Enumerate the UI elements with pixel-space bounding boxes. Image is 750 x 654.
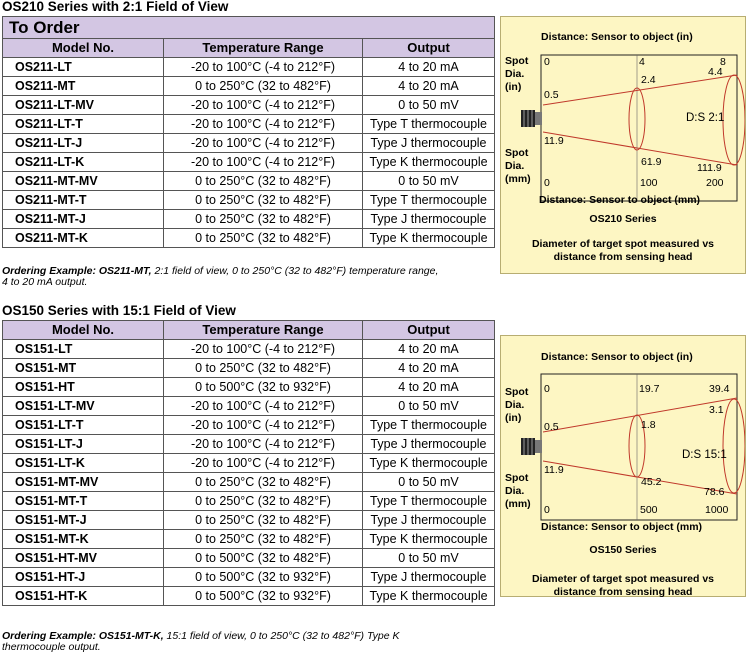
temperature-range-cell: -20 to 100°C (-4 to 212°F) bbox=[164, 454, 363, 473]
mm-value-near: 11.9 bbox=[544, 464, 564, 476]
table-row bbox=[3, 473, 495, 492]
model-number-cell: OS151-HT-K bbox=[3, 587, 164, 606]
model-number-cell: OS211-LT-T bbox=[3, 115, 164, 134]
temperature-range-cell: 0 to 250°C (32 to 482°F) bbox=[164, 191, 363, 210]
series-label: OS150 Series bbox=[589, 544, 657, 556]
top-tick-0: 0 bbox=[544, 56, 550, 68]
output-cell: 0 to 50 mV bbox=[363, 172, 495, 191]
top-tick-0: 0 bbox=[544, 383, 550, 395]
mm-value-far: 111.9 bbox=[697, 162, 722, 174]
output-cell: Type K thermocouple bbox=[363, 587, 495, 606]
model-number-cell: OS151-LT bbox=[3, 340, 164, 359]
model-number-cell: OS151-LT-MV bbox=[3, 397, 164, 416]
spot-dia-in-label: Spot Dia. (in) bbox=[505, 386, 529, 424]
output-cell: 0 to 50 mV bbox=[363, 397, 495, 416]
output-cell: Type T thermocouple bbox=[363, 416, 495, 435]
output-cell: 4 to 20 mA bbox=[363, 340, 495, 359]
model-number-cell: OS151-HT bbox=[3, 378, 164, 397]
table-row bbox=[3, 172, 495, 191]
os210-beam-graphic bbox=[501, 17, 745, 273]
os150-spot-diagram bbox=[500, 335, 746, 597]
table-row bbox=[3, 153, 495, 172]
table-row bbox=[3, 435, 495, 454]
table-row bbox=[3, 568, 495, 587]
table-row bbox=[3, 397, 495, 416]
temperature-range-cell: 0 to 500°C (32 to 932°F) bbox=[164, 378, 363, 397]
top-axis-label: Distance: Sensor to object (in) bbox=[541, 31, 693, 43]
temperature-range-cell: -20 to 100°C (-4 to 212°F) bbox=[164, 435, 363, 454]
temperature-range-cell: -20 to 100°C (-4 to 212°F) bbox=[164, 416, 363, 435]
model-number-cell: OS211-MT-K bbox=[3, 229, 164, 248]
table-row bbox=[3, 134, 495, 153]
model-number-cell: OS211-MT-J bbox=[3, 210, 164, 229]
temperature-range-cell: -20 to 100°C (-4 to 212°F) bbox=[164, 115, 363, 134]
bottom-tick-1: 100 bbox=[640, 177, 658, 189]
model-number-cell: OS151-LT-J bbox=[3, 435, 164, 454]
model-number-cell: OS151-MT-MV bbox=[3, 473, 164, 492]
to-order-heading: To Order bbox=[3, 17, 495, 39]
output-cell: Type T thermocouple bbox=[363, 492, 495, 511]
diagram-caption: Diameter of target spot measured vs distance from sensing head bbox=[531, 238, 715, 263]
header-output: Output bbox=[363, 321, 495, 340]
output-cell: Type J thermocouple bbox=[363, 568, 495, 587]
table-row bbox=[3, 210, 495, 229]
output-cell: Type K thermocouple bbox=[363, 153, 495, 172]
series-label: OS210 Series bbox=[589, 213, 657, 225]
temperature-range-cell: -20 to 100°C (-4 to 212°F) bbox=[164, 134, 363, 153]
output-cell: 0 to 50 mV bbox=[363, 96, 495, 115]
diagram-caption: Diameter of target spot measured vs distance from sensing head bbox=[531, 573, 715, 598]
header-output: Output bbox=[363, 39, 495, 58]
model-number-cell: OS151-LT-K bbox=[3, 454, 164, 473]
mm-value-mid: 61.9 bbox=[641, 156, 662, 168]
mm-value-mid: 45.2 bbox=[641, 476, 662, 488]
top-tick-2: 8 bbox=[720, 56, 726, 68]
example-text-line2: thermocouple output. bbox=[2, 641, 101, 653]
temperature-range-cell: 0 to 250°C (32 to 482°F) bbox=[164, 172, 363, 191]
sensor-head-icon bbox=[521, 110, 542, 127]
in-value-mid: 2.4 bbox=[641, 74, 656, 86]
os210-section-title: OS210 Series with 2:1 Field of View bbox=[2, 0, 229, 14]
table-row bbox=[3, 454, 495, 473]
top-axis-label: Distance: Sensor to object (in) bbox=[541, 351, 693, 363]
output-cell: 4 to 20 mA bbox=[363, 359, 495, 378]
output-cell: 0 to 50 mV bbox=[363, 549, 495, 568]
os150-beam-graphic bbox=[501, 336, 745, 596]
header-model: Model No. bbox=[3, 321, 164, 340]
in-value-far: 3.1 bbox=[709, 404, 724, 416]
table-row bbox=[3, 96, 495, 115]
output-cell: Type T thermocouple bbox=[363, 115, 495, 134]
ds-ratio-label: D:S 15:1 bbox=[682, 449, 727, 461]
output-cell: 4 to 20 mA bbox=[363, 77, 495, 96]
os210-ordering-example bbox=[2, 266, 497, 288]
model-number-cell: OS211-MT-MV bbox=[3, 172, 164, 191]
temperature-range-cell: 0 to 250°C (32 to 482°F) bbox=[164, 229, 363, 248]
temperature-range-cell: 0 to 250°C (32 to 482°F) bbox=[164, 530, 363, 549]
output-cell: 4 to 20 mA bbox=[363, 378, 495, 397]
os150-ordering-example bbox=[2, 631, 497, 653]
temperature-range-cell: 0 to 250°C (32 to 482°F) bbox=[164, 492, 363, 511]
model-number-cell: OS151-MT bbox=[3, 359, 164, 378]
output-cell: 4 to 20 mA bbox=[363, 58, 495, 77]
temperature-range-cell: -20 to 100°C (-4 to 212°F) bbox=[164, 340, 363, 359]
table-row bbox=[3, 378, 495, 397]
temperature-range-cell: -20 to 100°C (-4 to 212°F) bbox=[164, 153, 363, 172]
temperature-range-cell: 0 to 250°C (32 to 482°F) bbox=[164, 77, 363, 96]
example-text: 2:1 field of view, 0 to 250°C (32 to 482°F) temperature range, bbox=[151, 265, 439, 277]
temperature-range-cell: -20 to 100°C (-4 to 212°F) bbox=[164, 58, 363, 77]
output-cell: Type K thermocouple bbox=[363, 454, 495, 473]
header-temperature: Temperature Range bbox=[164, 39, 363, 58]
table-row bbox=[3, 115, 495, 134]
temperature-range-cell: 0 to 500°C (32 to 932°F) bbox=[164, 587, 363, 606]
os210-spot-diagram bbox=[500, 16, 746, 274]
spot-dia-in-label: Spot Dia. (in) bbox=[505, 55, 529, 93]
table-row bbox=[3, 191, 495, 210]
bottom-axis-label: Distance: Sensor to object (mm) bbox=[539, 194, 701, 206]
bottom-tick-0: 0 bbox=[544, 504, 550, 516]
output-cell: Type K thermocouple bbox=[363, 229, 495, 248]
model-number-cell: OS211-LT-J bbox=[3, 134, 164, 153]
temperature-range-cell: 0 to 500°C (32 to 482°F) bbox=[164, 549, 363, 568]
top-tick-1: 4 bbox=[639, 56, 645, 68]
output-cell: Type J thermocouple bbox=[363, 134, 495, 153]
table-row bbox=[3, 359, 495, 378]
beam-upper-edge bbox=[543, 398, 737, 432]
far-spot-ellipse bbox=[723, 399, 745, 493]
model-number-cell: OS211-LT-MV bbox=[3, 96, 164, 115]
in-value-near: 0.5 bbox=[544, 89, 559, 101]
output-cell: Type K thermocouple bbox=[363, 530, 495, 549]
example-text-line2: 4 to 20 mA output. bbox=[2, 276, 88, 288]
mm-value-near: 11.9 bbox=[544, 135, 564, 147]
temperature-range-cell: 0 to 250°C (32 to 482°F) bbox=[164, 511, 363, 530]
example-text: 15:1 field of view, 0 to 250°C (32 to 482°F) Type K bbox=[163, 630, 400, 642]
model-number-cell: OS151-MT-T bbox=[3, 492, 164, 511]
header-model: Model No. bbox=[3, 39, 164, 58]
model-number-cell: OS211-MT-T bbox=[3, 191, 164, 210]
ds-ratio-label: D:S 2:1 bbox=[686, 112, 725, 124]
header-temperature: Temperature Range bbox=[164, 321, 363, 340]
in-value-far: 4.4 bbox=[708, 66, 723, 78]
example-label: Ordering Example: OS151-MT-K, bbox=[2, 630, 164, 642]
table-row bbox=[3, 549, 495, 568]
diagram-frame bbox=[541, 374, 737, 520]
spot-dia-mm-label: Spot Dia. (mm) bbox=[505, 472, 531, 510]
temperature-range-cell: 0 to 500°C (32 to 932°F) bbox=[164, 568, 363, 587]
table-row bbox=[3, 587, 495, 606]
sensor-head-icon bbox=[521, 438, 542, 455]
temperature-range-cell: -20 to 100°C (-4 to 212°F) bbox=[164, 397, 363, 416]
model-number-cell: OS151-HT-J bbox=[3, 568, 164, 587]
model-number-cell: OS151-MT-J bbox=[3, 511, 164, 530]
output-cell: 0 to 50 mV bbox=[363, 473, 495, 492]
in-value-near: 0.5 bbox=[544, 421, 559, 433]
model-number-cell: OS151-LT-T bbox=[3, 416, 164, 435]
output-cell: Type J thermocouple bbox=[363, 511, 495, 530]
bottom-tick-2: 1000 bbox=[705, 504, 729, 516]
temperature-range-cell: 0 to 250°C (32 to 482°F) bbox=[164, 473, 363, 492]
model-number-cell: OS151-MT-K bbox=[3, 530, 164, 549]
model-number-cell: OS211-LT-K bbox=[3, 153, 164, 172]
output-cell: Type T thermocouple bbox=[363, 191, 495, 210]
os210-order-table bbox=[2, 16, 495, 248]
model-number-cell: OS151-HT-MV bbox=[3, 549, 164, 568]
os150-order-table bbox=[2, 320, 495, 606]
output-cell: Type J thermocouple bbox=[363, 435, 495, 454]
table-row bbox=[3, 229, 495, 248]
table-row bbox=[3, 340, 495, 359]
table-row bbox=[3, 511, 495, 530]
bottom-tick-0: 0 bbox=[544, 177, 550, 189]
model-number-cell: OS211-LT bbox=[3, 58, 164, 77]
os150-section-title: OS150 Series with 15:1 Field of View bbox=[2, 303, 236, 318]
temperature-range-cell: -20 to 100°C (-4 to 212°F) bbox=[164, 96, 363, 115]
top-tick-1: 19.7 bbox=[639, 383, 660, 395]
table-row bbox=[3, 77, 495, 96]
model-number-cell: OS211-MT bbox=[3, 77, 164, 96]
bottom-axis-label: Distance: Sensor to object (mm) bbox=[541, 521, 703, 533]
spot-dia-mm-label: Spot Dia. (mm) bbox=[505, 147, 531, 185]
bottom-tick-1: 500 bbox=[640, 504, 658, 516]
table-row bbox=[3, 492, 495, 511]
bottom-tick-2: 200 bbox=[706, 177, 724, 189]
temperature-range-cell: 0 to 250°C (32 to 482°F) bbox=[164, 210, 363, 229]
temperature-range-cell: 0 to 250°C (32 to 482°F) bbox=[164, 359, 363, 378]
example-label: Ordering Example: OS211-MT, bbox=[2, 265, 152, 277]
top-tick-2: 39.4 bbox=[709, 383, 730, 395]
output-cell: Type J thermocouple bbox=[363, 210, 495, 229]
mm-value-far: 78.6 bbox=[704, 486, 725, 498]
far-spot-ellipse bbox=[723, 75, 745, 165]
in-value-mid: 1.8 bbox=[641, 419, 656, 431]
table-row bbox=[3, 530, 495, 549]
table-row bbox=[3, 58, 495, 77]
table-row bbox=[3, 416, 495, 435]
